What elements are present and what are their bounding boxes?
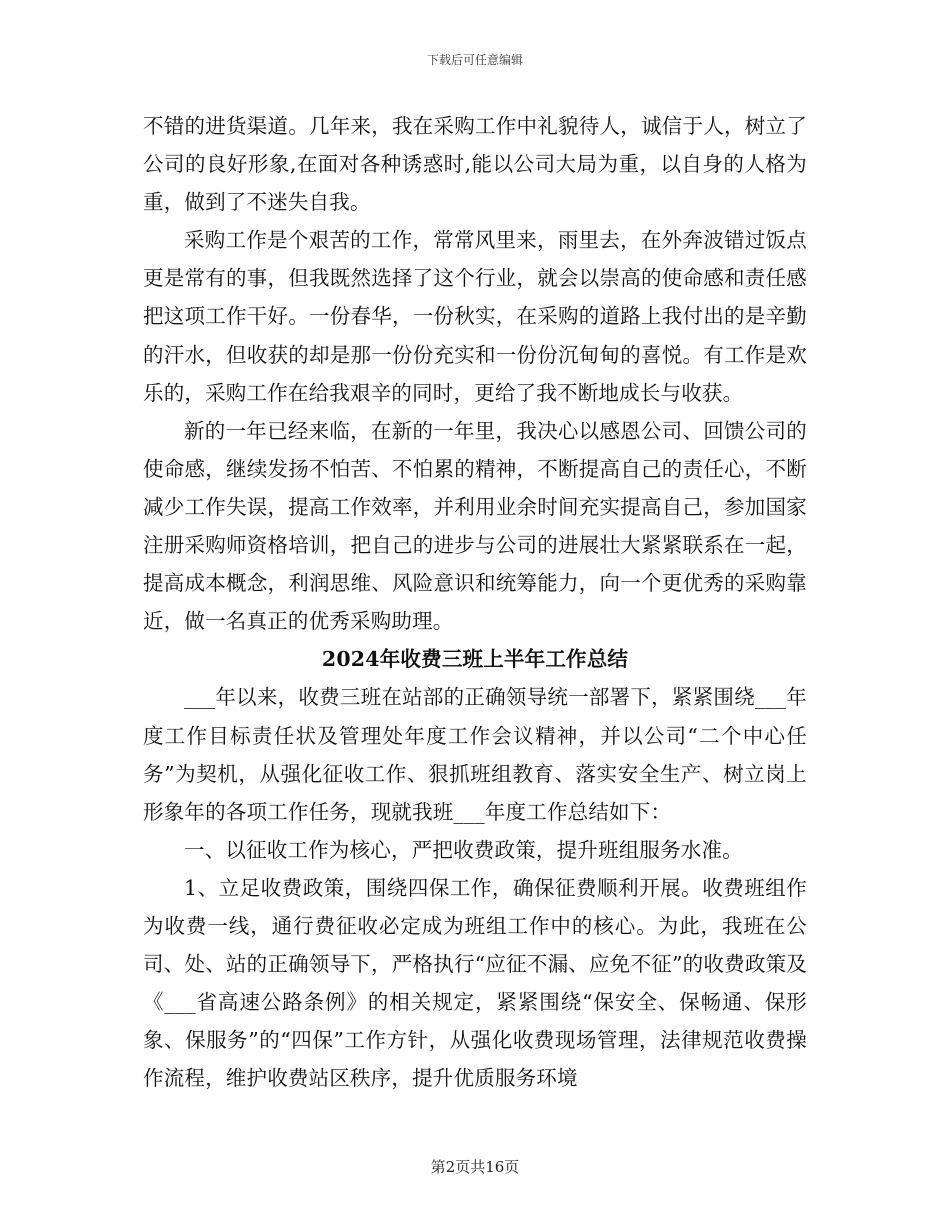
section-paragraph: ___年以来，收费三班在站部的正确领导统一部署下，紧紧围绕___年度工作目标责任状及管理处年度工作会议精神，并以公司“二个中心任务”为契机，从强化征收工作、狠抓班组教育、落实安全生产、树立岗上形象年的各项工作任务，现就我班___年度工作总结如下： <box>143 685 807 824</box>
body-paragraph: 不错的进货渠道。几年来，我在采购工作中礼貌待人，诚信于人，树立了公司的良好形象,在面对各种诱惑时,能以公司大局为重，以自身的人格为重，做到了不迷失自我。 <box>143 114 807 215</box>
page-header: 下载后可任意编辑 <box>426 53 523 67</box>
section-title: 2024年收费三班上半年工作总结 <box>321 647 629 672</box>
body-paragraph: 新的一年已经来临，在新的一年里，我决心以感恩公司、回馈公司的使命感，继续发扬不怕苦、不怕累的精神，不断提高自己的责任心，不断减少工作失误，提高工作效率，并利用业余时间充实提高自己，参加国家注册采购师资格培训，把自己的进步与公司的进展壮大紧紧联系在一起，提高成本概念，利润思维、风险意识和统筹能力，向一个更优秀的采购靠近，做一名真正的优秀采购助理。 <box>143 418 807 634</box>
section-heading-item: 一、以征收工作为核心，严把收费政策，提升班组服务水准。 <box>184 837 743 862</box>
document-body <box>143 107 807 1097</box>
section-paragraph: 1、立足收费政策，围绕四保工作，确保征费顺利开展。收费班组作为收费一线，通行费征收必定成为班组工作中的核心。为此，我班在公司、处、站的正确领导下，严格执行“应征不漏、应免不征”的收费政策及《___省高速公路条例》的相关规定，紧紧围绕“保安全、保畅通、保形象、保服务”的“四保”工作方针，从强化收费现场管理，法律规范收费操作流程，维护收费站区秩序，提升优质服务环境 <box>143 875 807 1091</box>
body-paragraph: 采购工作是个艰苦的工作，常常风里来，雨里去，在外奔波错过饭点更是常有的事，但我既然选择了这个行业，就会以崇高的使命感和责任感把这项工作干好。一份春华，一份秋实，在采购的道路上我付出的是辛勤的汗水，但收获的却是那一份份充实和一份份沉甸甸的喜悦。有工作是欢乐的，采购工作在给我艰辛的同时，更给了我不断地成长与收获。 <box>143 228 807 405</box>
page-footer: 第2页共16页 <box>430 1158 520 1176</box>
